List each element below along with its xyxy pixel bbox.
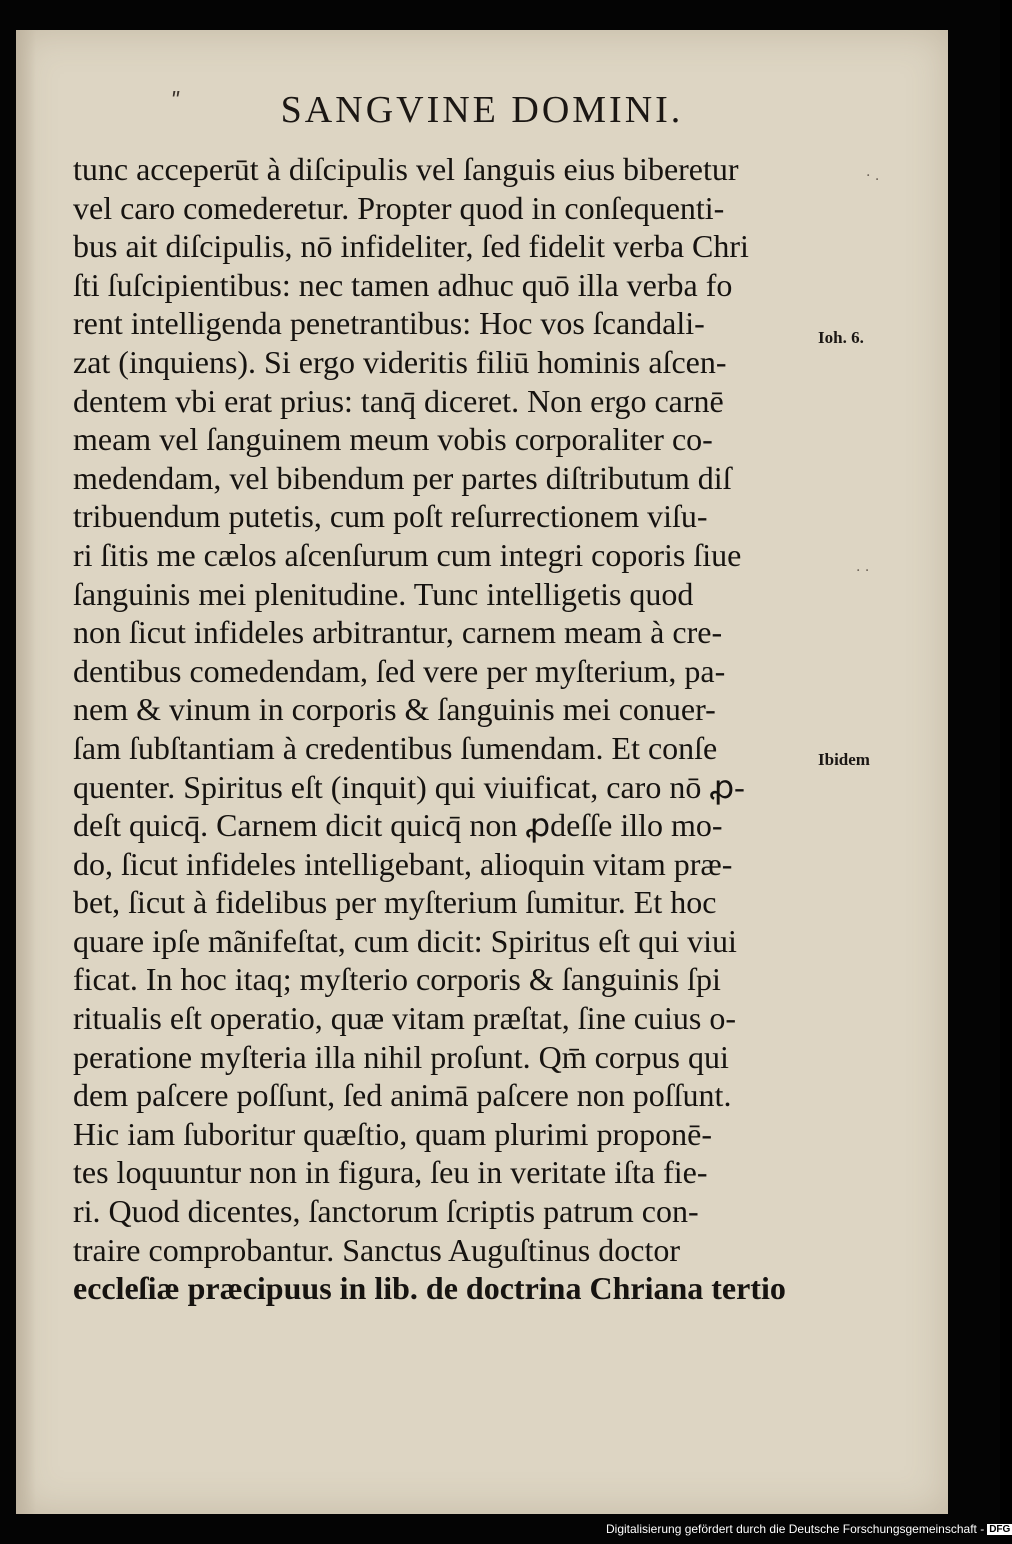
text-line: nem & vinum in corporis & ſanguinis mei conuer- xyxy=(73,691,716,728)
text-line: ficat. In hoc itaq; myſterio corporis & ſanguinis ſpi xyxy=(73,961,721,998)
text-line: rent intelligenda penetrantibus: Hoc vos ſcandali- xyxy=(73,305,705,342)
text-line: Hic iam ſuboritur quæſtio, quam plurimi proponē- xyxy=(73,1115,713,1152)
text-line: peratione myſteria illa nihil proſunt. Qm̄ corpus qui xyxy=(73,1038,729,1075)
text-line: dem paſcere poſſunt, ſed animā paſcere non poſſunt. xyxy=(73,1077,732,1114)
text-line: ri. Quod dicentes, ſanctorum ſcriptis patrum con- xyxy=(73,1193,699,1230)
digitization-credit xyxy=(606,1522,1011,1540)
text-line: deſt quicq̄. Carnem dicit quicq̄ non ꝓdeſſe illo mo- xyxy=(73,807,723,844)
dfg-logo: DFG xyxy=(989,1524,1011,1536)
text-line: medendam, vel bibendum per partes diſtributum diſ xyxy=(73,459,732,496)
margin-note-ioh: Ioh. 6. xyxy=(818,328,864,347)
text-line: traire comprobantur. Sanctus Auguſtinus doctor xyxy=(73,1231,680,1268)
text-line: ſanguinis mei plenitudine. Tunc intelligetis quod xyxy=(73,575,694,612)
running-head: SANGVINE DOMINI. xyxy=(280,89,684,131)
text-line: non ſicut infideles arbitrantur, carnem meam à cre- xyxy=(73,614,723,651)
text-line: dentem vbi erat prius: tanq̄ diceret. Non ergo carnē xyxy=(73,382,724,419)
credit-text: Digitalisierung gefördert durch die Deutsche Forschungsgemeinschaft - xyxy=(606,1522,985,1536)
ink-speck: · · xyxy=(856,563,870,579)
text-line: eccleſiæ præcipuus in lib. de doctrina Chriana tertio xyxy=(73,1270,786,1307)
text-line: tunc acceperūt à diſcipulis vel ſanguis eius biberetur xyxy=(73,151,739,187)
text-line: bet, ſicut à fidelibus per myſterium ſumitur. Et hoc xyxy=(73,884,717,921)
book-page xyxy=(16,30,948,1514)
text-line: ſam ſubſtantiam à credentibus ſumendam. Et conſe xyxy=(73,729,718,766)
text-line: dentibus comedendam, ſed vere per myſterium, pa- xyxy=(73,652,726,689)
margin-note-ibidem: Ibidem xyxy=(818,750,870,769)
text-line: ri ſitis me cælos aſcenſurum cum integri coporis ſiue xyxy=(73,536,742,573)
page-edge-shadow xyxy=(16,30,36,1514)
running-head-mark: ʺ xyxy=(171,90,182,115)
text-line: vel caro comederetur. Propter quod in conſequenti- xyxy=(73,189,725,226)
body-text xyxy=(73,150,818,1308)
text-line: bus ait diſcipulis, nō infideliter, ſed fidelit verba Chri xyxy=(73,228,749,265)
text-line: tribuendum putetis, cum poſt reſurrectionem viſu- xyxy=(73,498,708,535)
text-line: ſti ſuſcipientibus: nec tamen adhuc quō illa verba fo xyxy=(73,266,733,303)
text-line: meam vel ſanguinem meum vobis corporaliter co- xyxy=(73,421,713,458)
text-line: ritualis eſt operatio, quæ vitam præſtat, ſine cuius o- xyxy=(73,1000,736,1037)
text-line: quenter. Spiritus eſt (inquit) qui viuificat, caro nō ꝓ- xyxy=(73,768,745,805)
text-line: zat (inquiens). Si ergo videritis filiū hominis aſcen- xyxy=(73,343,727,380)
text-line: quare ipſe mãnifeſtat, cum dicit: Spiritus eſt qui viui xyxy=(73,922,737,959)
ink-speck: · . xyxy=(866,168,880,184)
text-line: tes loquuntur non in figura, ſeu in veritate iſta fie- xyxy=(73,1154,708,1191)
text-line: do, ſicut infideles intelligebant, alioquin vitam præ- xyxy=(73,845,733,882)
